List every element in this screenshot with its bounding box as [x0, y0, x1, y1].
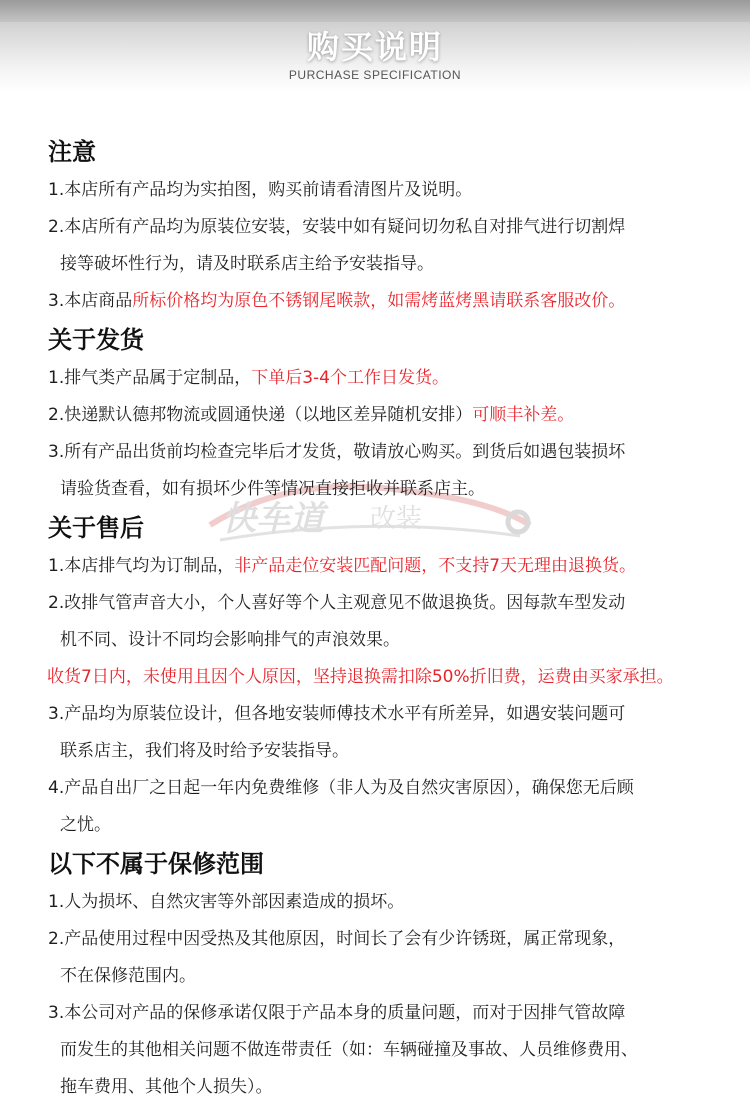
notice-item-3: [48, 283, 748, 320]
aftersale-return-policy: 收货7日内，未使用且因个人原因，坚持退换需扣除50%折旧费，运费由买家承担。: [47, 667, 674, 687]
page-title: 购买说明: [306, 28, 443, 66]
notice-heading: 注意: [48, 138, 96, 166]
content-body: [48, 132, 748, 1106]
page-subtitle: PURCHASE SPECIFICATION: [288, 68, 462, 82]
aftersale-item-1: [48, 548, 748, 585]
shipping-item-3-cont: 请验货查看，如有损坏少件等情况直接拒收并联系店主。: [60, 479, 485, 499]
aftersale-item-4-cont: 之忧。: [60, 815, 111, 835]
notice-item-1: 1.本店所有产品均为实拍图，购买前请看清图片及说明。: [48, 180, 473, 200]
exclusions-item-3-cont: 而发生的其他相关问题不做连带责任（如：车辆碰撞及事故、人员维修费用、: [60, 1040, 638, 1060]
exclusions-item-3-cont-2: 拖车费用、其他个人损失）。: [60, 1077, 273, 1097]
aftersale-heading: 关于售后: [48, 514, 144, 542]
notice-item-3-text: 3.本店商品: [48, 291, 133, 311]
shipping-item-1-highlight: 下单后3-4个工作日发货。: [251, 368, 450, 388]
shipping-item-2-text: 2.快递默认德邦物流或圆通快递（以地区差异随机安排）: [48, 405, 473, 425]
aftersale-item-1-highlight: 非产品走位安装匹配问题，不支持7天无理由退换货。: [234, 556, 637, 576]
aftersale-item-1-text: 1.本店排气均为订制品，: [48, 556, 235, 576]
header-banner: [0, 0, 750, 92]
watermark-text-side: 改装: [370, 504, 423, 534]
exclusions-item-2: 2.产品使用过程中因受热及其他原因，时间长了会有少许锈斑，属正常现象，: [48, 929, 626, 949]
aftersale-item-4: 4.产品自出厂之日起一年内免费维修（非人为及自然灾害原因），确保您无后顾: [48, 778, 634, 798]
notice-item-3-highlight: 所标价格均为原色不锈钢尾喉款，如需烤蓝烤黑请联系客服改价。: [132, 291, 626, 311]
aftersale-item-2-cont: 机不同、设计不同均会影响排气的声浪效果。: [60, 630, 400, 650]
header-top-bar: [0, 0, 750, 22]
aftersale-item-2: 2.改排气管声音大小，个人喜好等个人主观意见不做退换货。因每款车型发动: [48, 593, 626, 613]
exclusions-item-1: 1.人为损坏、自然灾害等外部因素造成的损坏。: [48, 892, 405, 912]
exclusions-item-3: 3.本公司对产品的保修承诺仅限于产品本身的质量问题，而对于因排气管故障: [48, 1003, 626, 1023]
aftersale-item-3-cont: 联系店主，我们将及时给予安装指导。: [60, 741, 349, 761]
exclusions-heading: 以下不属于保修范围: [48, 850, 264, 878]
shipping-item-1-text: 1.排气类产品属于定制品，: [48, 368, 252, 388]
aftersale-item-3: 3.产品均为原装位设计，但各地安装师傅技术水平有所差异，如遇安装问题可: [48, 704, 626, 724]
shipping-heading: 关于发货: [48, 326, 144, 354]
notice-item-2: 2.本店所有产品均为原装位安装，安装中如有疑问切勿私自对排气进行切割焊: [48, 217, 626, 237]
shipping-item-2: [48, 397, 748, 434]
exclusions-item-2-cont: 不在保修范围内。: [60, 966, 196, 986]
watermark-text-main: 快车道: [222, 499, 324, 539]
notice-item-2-cont: 接等破坏性行为，请及时联系店主给予安装指导。: [60, 254, 434, 274]
shipping-item-3: 3.所有产品出货前均检查完毕后才发货，敬请放心购买。到货后如遇包装损坏: [48, 442, 626, 462]
shipping-item-2-highlight: 可顺丰补差。: [472, 405, 575, 425]
shipping-item-1: [48, 360, 748, 397]
